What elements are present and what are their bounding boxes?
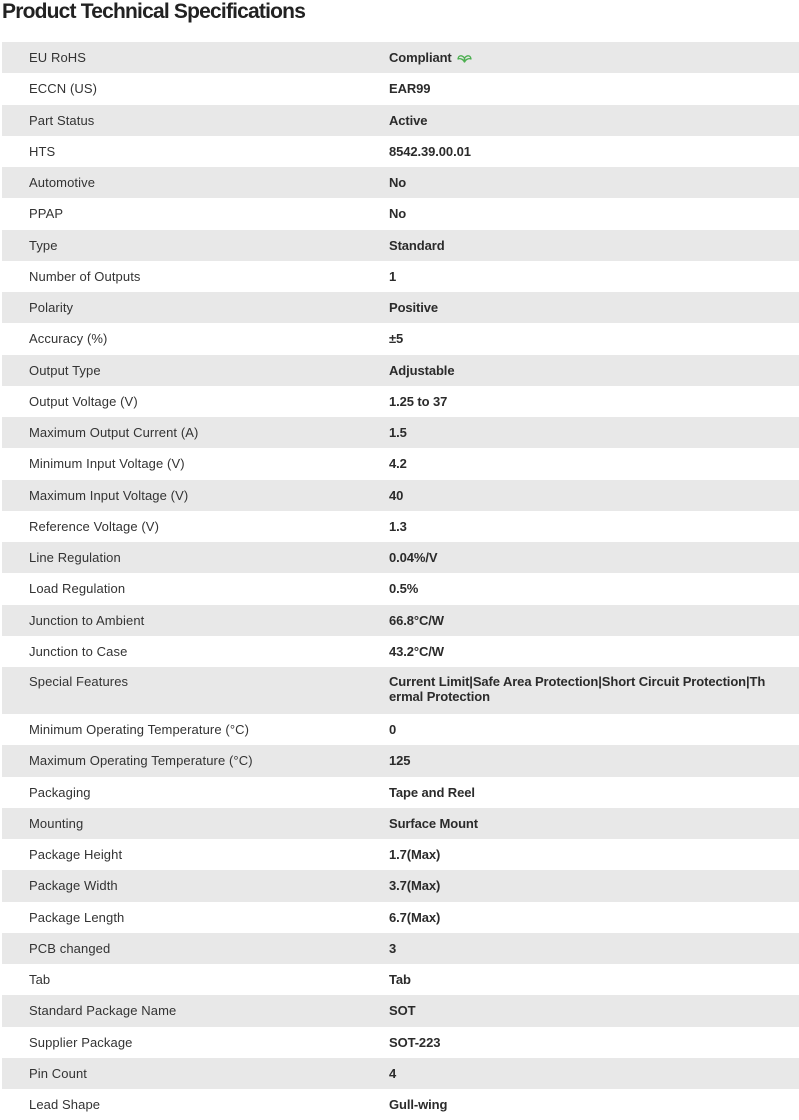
spec-value: 1.7(Max) bbox=[389, 839, 799, 870]
spec-row-eu-rohs bbox=[2, 42, 799, 73]
spec-label: Package Height bbox=[2, 839, 389, 870]
spec-row bbox=[2, 573, 799, 604]
spec-value: 1 bbox=[389, 261, 799, 292]
spec-row-special-features bbox=[2, 667, 799, 714]
spec-label: Junction to Ambient bbox=[2, 605, 389, 636]
spec-label: Maximum Operating Temperature (°C) bbox=[2, 745, 389, 776]
spec-label: Type bbox=[2, 230, 389, 261]
spec-value: 3 bbox=[389, 933, 799, 964]
spec-label: Special Features bbox=[2, 667, 389, 714]
spec-value: 43.2°C/W bbox=[389, 636, 799, 667]
spec-row bbox=[2, 292, 799, 323]
spec-row bbox=[2, 964, 799, 995]
spec-value: Surface Mount bbox=[389, 808, 799, 839]
spec-value: 1.25 to 37 bbox=[389, 386, 799, 417]
spec-label: Line Regulation bbox=[2, 542, 389, 573]
spec-value: Adjustable bbox=[389, 355, 799, 386]
spec-label: ECCN (US) bbox=[2, 73, 389, 104]
spec-label: Pin Count bbox=[2, 1058, 389, 1089]
spec-row bbox=[2, 1089, 799, 1120]
spec-value: 0.04%/V bbox=[389, 542, 799, 573]
spec-label: Part Status bbox=[2, 105, 389, 136]
spec-value: 0 bbox=[389, 714, 799, 745]
spec-row bbox=[2, 605, 799, 636]
spec-row bbox=[2, 902, 799, 933]
spec-label: Number of Outputs bbox=[2, 261, 389, 292]
spec-label: Minimum Operating Temperature (°C) bbox=[2, 714, 389, 745]
spec-value: 4.2 bbox=[389, 448, 799, 479]
spec-row bbox=[2, 73, 799, 104]
spec-label: Maximum Output Current (A) bbox=[2, 417, 389, 448]
spec-value: 1.5 bbox=[389, 417, 799, 448]
spec-value: SOT bbox=[389, 995, 799, 1026]
page-title: Product Technical Specifications bbox=[2, 0, 306, 23]
spec-value: SOT-223 bbox=[389, 1027, 799, 1058]
spec-value: 125 bbox=[389, 745, 799, 776]
spec-label: PPAP bbox=[2, 198, 389, 229]
spec-value-cell bbox=[389, 42, 799, 73]
spec-row bbox=[2, 542, 799, 573]
spec-row bbox=[2, 636, 799, 667]
spec-label: HTS bbox=[2, 136, 389, 167]
spec-row bbox=[2, 167, 799, 198]
spec-row bbox=[2, 777, 799, 808]
spec-row bbox=[2, 198, 799, 229]
spec-row bbox=[2, 136, 799, 167]
spec-label: Minimum Input Voltage (V) bbox=[2, 448, 389, 479]
spec-label: Supplier Package bbox=[2, 1027, 389, 1058]
spec-label: Output Type bbox=[2, 355, 389, 386]
spec-value: ±5 bbox=[389, 323, 799, 354]
spec-value: 1.3 bbox=[389, 511, 799, 542]
spec-value: Tape and Reel bbox=[389, 777, 799, 808]
spec-row bbox=[2, 870, 799, 901]
spec-value: EAR99 bbox=[389, 73, 799, 104]
spec-row bbox=[2, 714, 799, 745]
spec-value: Gull-wing bbox=[389, 1089, 799, 1120]
spec-row bbox=[2, 511, 799, 542]
spec-label: Load Regulation bbox=[2, 573, 389, 604]
leaf-icon bbox=[457, 52, 472, 63]
spec-value: 40 bbox=[389, 480, 799, 511]
spec-row bbox=[2, 808, 799, 839]
spec-label: Package Width bbox=[2, 870, 389, 901]
spec-label: Polarity bbox=[2, 292, 389, 323]
spec-label: EU RoHS bbox=[2, 42, 389, 73]
spec-label: Output Voltage (V) bbox=[2, 386, 389, 417]
spec-row bbox=[2, 933, 799, 964]
spec-value: No bbox=[389, 198, 799, 229]
spec-value: Current Limit|Safe Area Protection|Short Circuit Protection|Thermal Protection bbox=[389, 667, 799, 714]
spec-row bbox=[2, 1027, 799, 1058]
spec-row bbox=[2, 745, 799, 776]
spec-value: 0.5% bbox=[389, 573, 799, 604]
spec-label: Mounting bbox=[2, 808, 389, 839]
spec-value: Tab bbox=[389, 964, 799, 995]
spec-row bbox=[2, 261, 799, 292]
spec-label: Lead Shape bbox=[2, 1089, 389, 1120]
spec-row bbox=[2, 995, 799, 1026]
spec-row bbox=[2, 230, 799, 261]
spec-label: Accuracy (%) bbox=[2, 323, 389, 354]
spec-label: Reference Voltage (V) bbox=[2, 511, 389, 542]
spec-table bbox=[2, 42, 799, 1120]
spec-label: PCB changed bbox=[2, 933, 389, 964]
spec-value: Compliant bbox=[389, 50, 452, 66]
spec-row bbox=[2, 323, 799, 354]
spec-label: Standard Package Name bbox=[2, 995, 389, 1026]
spec-row bbox=[2, 355, 799, 386]
spec-row bbox=[2, 480, 799, 511]
spec-row bbox=[2, 448, 799, 479]
spec-row bbox=[2, 386, 799, 417]
spec-label: Automotive bbox=[2, 167, 389, 198]
spec-label: Tab bbox=[2, 964, 389, 995]
spec-value: No bbox=[389, 167, 799, 198]
spec-row bbox=[2, 1058, 799, 1089]
spec-value: Active bbox=[389, 105, 799, 136]
spec-label: Junction to Case bbox=[2, 636, 389, 667]
spec-value: 4 bbox=[389, 1058, 799, 1089]
spec-table-body bbox=[2, 42, 799, 1120]
spec-label: Package Length bbox=[2, 902, 389, 933]
spec-value: 8542.39.00.01 bbox=[389, 136, 799, 167]
spec-label: Maximum Input Voltage (V) bbox=[2, 480, 389, 511]
spec-value: Standard bbox=[389, 230, 799, 261]
spec-label: Packaging bbox=[2, 777, 389, 808]
spec-value: 66.8°C/W bbox=[389, 605, 799, 636]
spec-row bbox=[2, 839, 799, 870]
spec-value: 3.7(Max) bbox=[389, 870, 799, 901]
spec-value: 6.7(Max) bbox=[389, 902, 799, 933]
spec-value: Positive bbox=[389, 292, 799, 323]
spec-row bbox=[2, 105, 799, 136]
spec-row bbox=[2, 417, 799, 448]
